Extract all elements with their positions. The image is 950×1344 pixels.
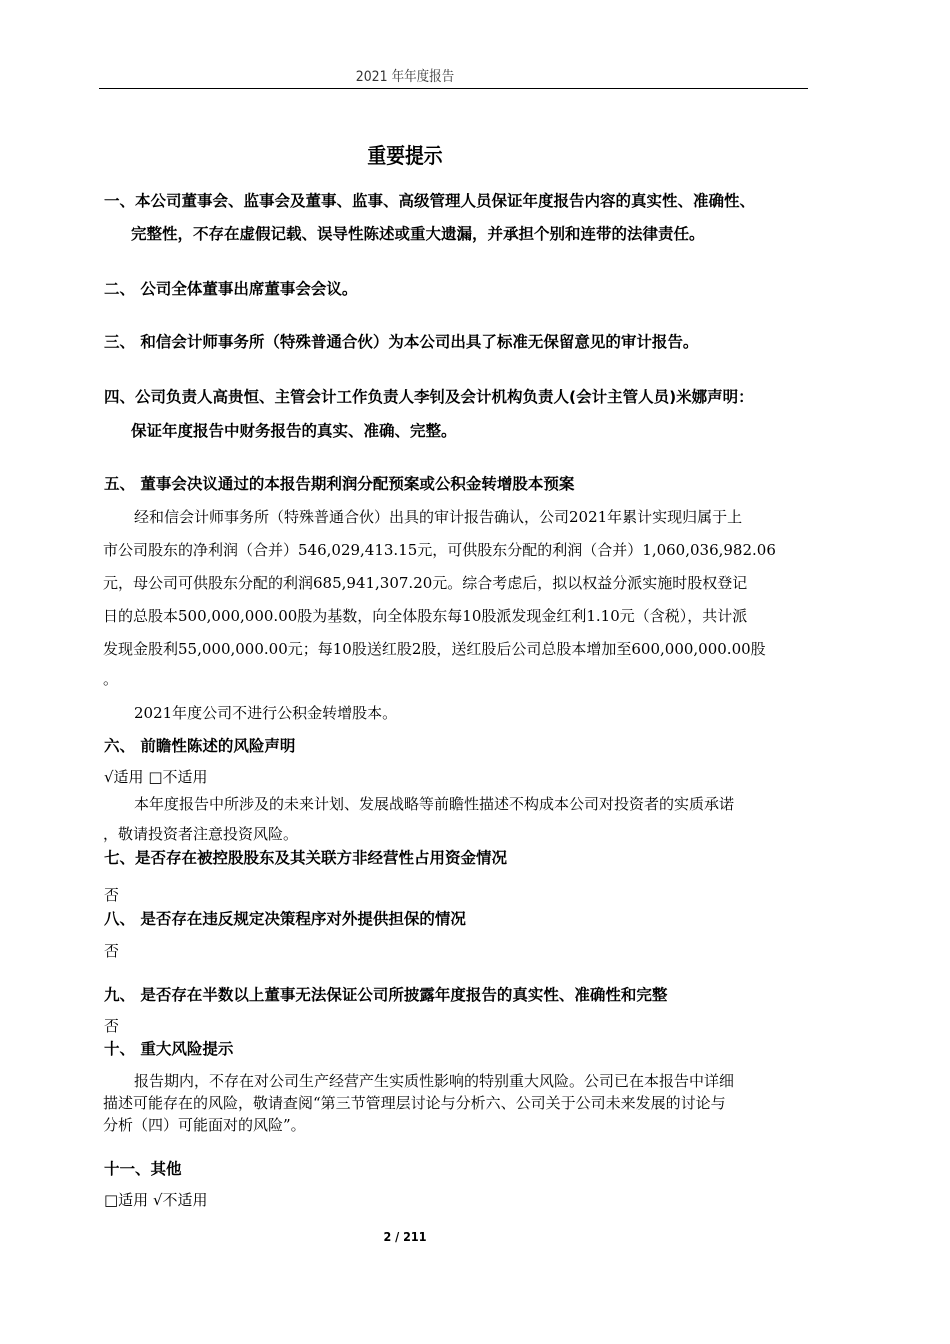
page-title: 重要提示 (367, 144, 443, 168)
section-4-line-2: 保证年度报告中财务报告的真实、准确、完整。 (131, 422, 457, 440)
section-9-answer: 否 (104, 1017, 120, 1035)
section-6-heading: 六、 前瞻性陈述的风险声明 (104, 737, 296, 755)
section-5-body-line: 市公司股东的净利润（合并）546,029,413.15元，可供股东分配的利润（合并）1,060,036,982.06 (103, 541, 776, 559)
section-6-applicability: √适用 □不适用 (104, 768, 208, 786)
section-5-body-line: 经和信会计师事务所（特殊普通合伙）出具的审计报告确认，公司2021年累计实现归属于上 (134, 508, 743, 526)
section-5-note: 2021年度公司不进行公积金转增股本。 (134, 704, 398, 722)
section-8-answer: 否 (104, 942, 120, 960)
section-10-heading: 十、 重大风险提示 (104, 1040, 234, 1058)
section-6-body-line: ，敬请投资者注意投资风险。 (103, 825, 299, 843)
section-4-line-1: 四、公司负责人高贵恒、主管会计工作负责人李钊及会计机构负责人(会计主管人员)米娜声明： (104, 388, 754, 406)
section-2-line-1: 二、 公司全体董事出席董事会会议。 (104, 280, 358, 298)
section-1-line-2: 完整性，不存在虚假记载、误导性陈述或重大遗漏，并承担个别和连带的法律责任。 (131, 225, 705, 243)
section-10-body-line: 报告期内，不存在对公司生产经营产生实质性影响的特别重大风险。公司已在本报告中详细 (134, 1072, 735, 1090)
section-10-body-line: 分析（四）可能面对的风险”。 (103, 1116, 306, 1134)
section-7-heading: 七、是否存在被控股股东及其关联方非经营性占用资金情况 (104, 849, 508, 867)
section-7-answer: 否 (104, 886, 120, 904)
header-divider (99, 88, 808, 89)
section-5-body-line: 发现金股利55,000,000.00元；每10股送红股2股，送红股后公司总股本增加至600,000,000.00股 (103, 640, 766, 658)
section-6-body-line: 本年度报告中所涉及的未来计划、发展战略等前瞻性描述不构成本公司对投资者的实质承诺 (134, 795, 735, 813)
section-9-heading: 九、 是否存在半数以上董事无法保证公司所披露年度报告的真实性、准确性和完整 (104, 986, 668, 1004)
section-5-body-line: 。 (103, 670, 119, 688)
section-11-heading: 十一、其他 (104, 1160, 182, 1178)
section-11-applicability: □适用 √不适用 (104, 1191, 208, 1209)
section-5-heading: 五、 董事会决议通过的本报告期利润分配预案或公积金转增股本预案 (104, 475, 575, 493)
section-3-line-1: 三、 和信会计师事务所（特殊普通合伙）为本公司出具了标准无保留意见的审计报告。 (104, 333, 699, 351)
page-number: 2 / 211 (383, 1229, 427, 1244)
section-5-body-line: 元，母公司可供股东分配的利润685,941,307.20元。综合考虑后，拟以权益分派实施时股权登记 (103, 574, 748, 592)
running-header: 2021 年年度报告 (355, 69, 455, 85)
section-1-line-1: 一、本公司董事会、监事会及董事、监事、高级管理人员保证年度报告内容的真实性、准确性、 (104, 192, 756, 210)
section-10-body-line: 描述可能存在的风险，敬请查阅“第三节管理层讨论与分析六、公司关于公司未来发展的讨论与 (103, 1094, 726, 1112)
section-5-body-line: 日的总股本500,000,000.00股为基数，向全体股东每10股派发现金红利1.10元（含税），共计派 (103, 607, 748, 625)
section-8-heading: 八、 是否存在违反规定决策程序对外提供担保的情况 (104, 910, 466, 928)
